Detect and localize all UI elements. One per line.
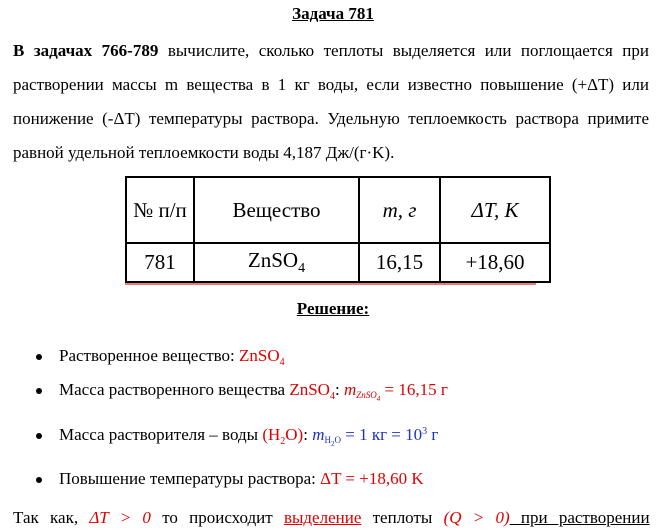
item-label: Повышение температуры раствора: (59, 469, 321, 488)
col-number-header: № п/п (126, 177, 194, 243)
item-label: Масса растворителя – воды (59, 425, 263, 444)
substance-formula: ZnSO$_4$ (289, 380, 335, 402)
solution-heading: Решение: (296, 299, 370, 318)
bullet-icon (36, 354, 42, 360)
conclusion-line: Так как, ΔT > 0 то происходит выделение теплоты (Q > 0) при растворении (13, 508, 650, 527)
cell-deltat: +18,60 (440, 243, 550, 282)
condition-q: (Q > 0) (443, 508, 510, 527)
mass-formula: mZnSO$_4$ = 16,15 г (343, 380, 448, 403)
data-table (125, 176, 551, 283)
list-item (36, 346, 285, 368)
highlight-word: выделение (283, 508, 362, 527)
cell-substance-subscript: 4 (298, 261, 306, 277)
cell-substance (194, 243, 359, 282)
col-mass-header: m, г (359, 177, 440, 243)
list-item: Масса растворителя – воды $(H_2O)$: $mH_2O = 1$ кг = $10^3$ г (36, 425, 438, 448)
cell-mass: 16,15 (359, 243, 440, 282)
cell-number: 781 (126, 243, 194, 282)
col-deltat-header: ΔT, K (440, 177, 550, 243)
table-underline (125, 283, 536, 285)
substance-formula: ZnSO$_4$ (239, 346, 285, 368)
condition-deltat: ΔT > 0 (89, 508, 151, 527)
temperature-change: ΔT = +18,60 K (320, 469, 424, 488)
item-label: Масса растворенного вещества (59, 380, 290, 399)
bullet-icon (36, 388, 42, 394)
col-substance-header: Вещество (194, 177, 359, 243)
bullet-icon (36, 477, 42, 483)
bullet-icon (36, 433, 42, 439)
task-range: В задачах 766-789 (13, 41, 159, 60)
task-statement (13, 34, 649, 170)
solvent-mass-formula: $mH_2O = 1$ кг = $10^3$ г (312, 425, 439, 448)
list-item: Масса растворенного вещества ZnSO$_4$: mZnSO$_4$ = 16,15 г (36, 380, 448, 403)
task-text: вычислите, сколько теплоты выделяется или поглощается при растворении массы m вещества в 1 кг воды, если известно повышение (+ΔT) или понижение (-ΔT) температуры раствора. Удельную теплоемкость раствора примите равной удельной теплоемкости воды 4,187 Дж/(г·K). (13, 41, 649, 162)
cell-substance-formula: ZnSO (247, 247, 299, 272)
item-label: Растворенное вещество: (59, 346, 240, 365)
task-title: Задача 781 (292, 4, 374, 23)
solvent-formula: $(H_2O)$ (262, 425, 304, 447)
list-item (36, 469, 424, 489)
